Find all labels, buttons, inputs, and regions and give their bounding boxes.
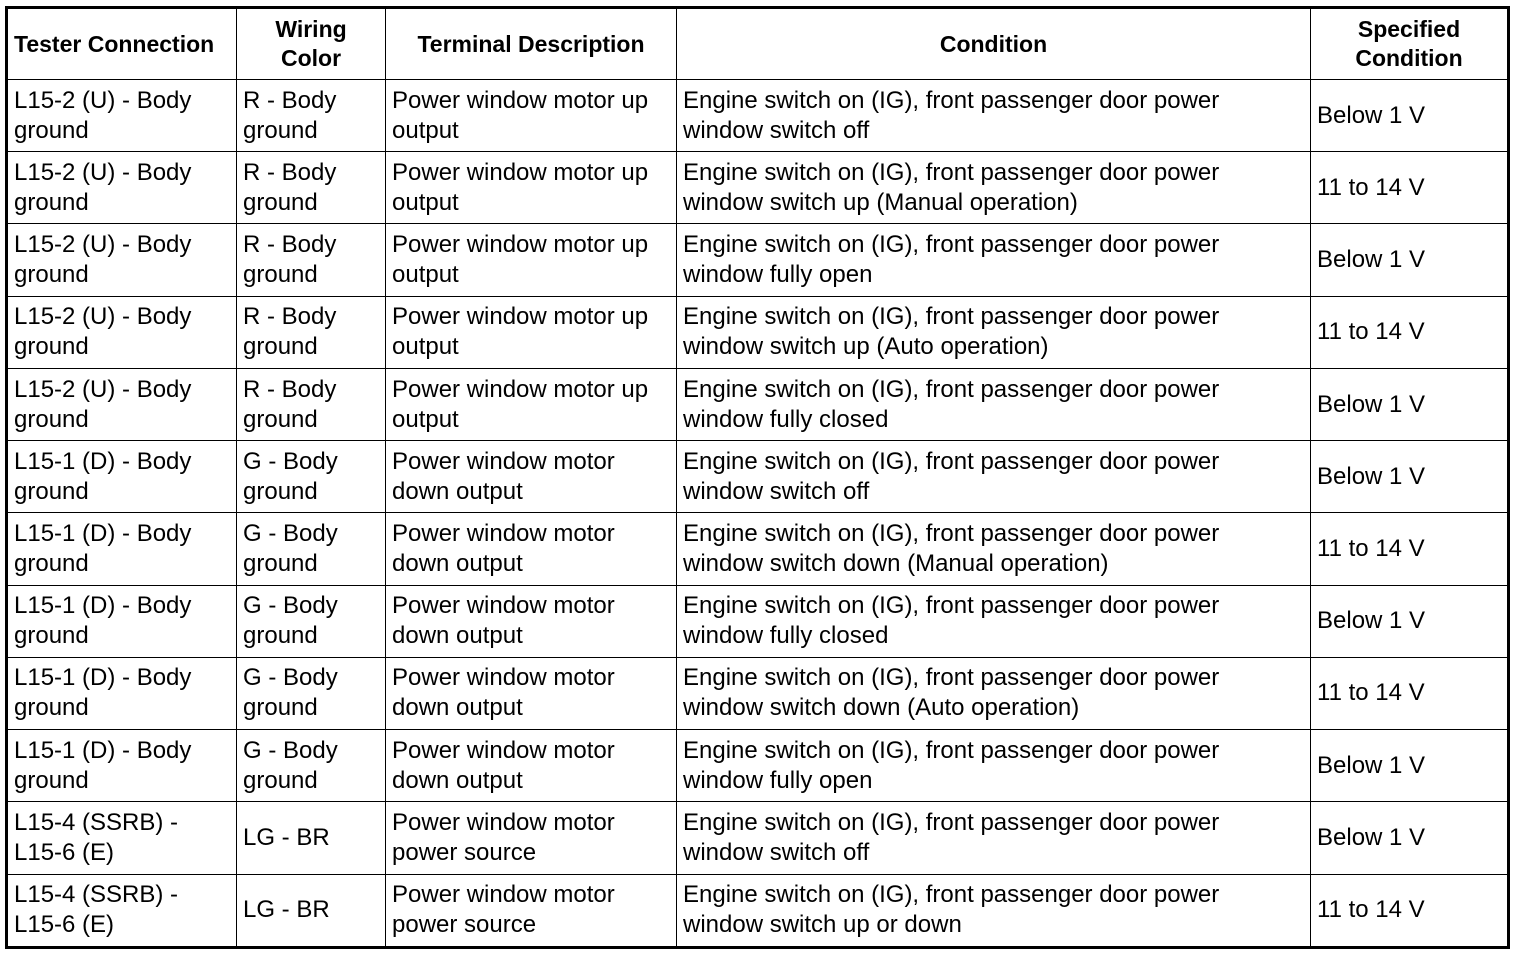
cell-wiring-color: R - Body ground [237, 152, 386, 224]
cell-tester-connection: L15-2 (U) - Body ground [7, 368, 237, 440]
cell-specified-condition: Below 1 V [1311, 368, 1509, 440]
cell-wiring-color: G - Body ground [237, 441, 386, 513]
cell-condition: Engine switch on (IG), front passenger door power window fully open [677, 730, 1311, 802]
table-row [7, 730, 1509, 802]
table-row [7, 441, 1509, 513]
cell-condition: Engine switch on (IG), front passenger door power window fully open [677, 224, 1311, 296]
cell-wiring-color: LG - BR [237, 802, 386, 874]
table-row [7, 585, 1509, 657]
table-row [7, 152, 1509, 224]
table-row [7, 802, 1509, 874]
table-row [7, 368, 1509, 440]
cell-specified-condition: 11 to 14 V [1311, 874, 1509, 947]
cell-tester-connection: L15-1 (D) - Body ground [7, 657, 237, 729]
table-row [7, 80, 1509, 152]
cell-specified-condition: Below 1 V [1311, 730, 1509, 802]
cell-wiring-color: R - Body ground [237, 296, 386, 368]
cell-condition: Engine switch on (IG), front passenger door power window fully closed [677, 368, 1311, 440]
cell-terminal-description: Power window motor power source [386, 802, 677, 874]
cell-tester-connection: L15-4 (SSRB) - L15-6 (E) [7, 874, 237, 947]
cell-terminal-description: Power window motor down output [386, 585, 677, 657]
cell-specified-condition: 11 to 14 V [1311, 657, 1509, 729]
cell-specified-condition: 11 to 14 V [1311, 152, 1509, 224]
cell-terminal-description: Power window motor up output [386, 368, 677, 440]
cell-wiring-color: R - Body ground [237, 224, 386, 296]
cell-specified-condition: Below 1 V [1311, 585, 1509, 657]
cell-wiring-color: G - Body ground [237, 585, 386, 657]
cell-wiring-color: R - Body ground [237, 368, 386, 440]
cell-tester-connection: L15-2 (U) - Body ground [7, 224, 237, 296]
cell-specified-condition: Below 1 V [1311, 224, 1509, 296]
cell-condition: Engine switch on (IG), front passenger door power window switch up (Auto operation) [677, 296, 1311, 368]
cell-specified-condition: Below 1 V [1311, 441, 1509, 513]
cell-condition: Engine switch on (IG), front passenger door power window switch up or down [677, 874, 1311, 947]
cell-condition: Engine switch on (IG), front passenger door power window switch down (Auto operation) [677, 657, 1311, 729]
cell-condition: Engine switch on (IG), front passenger door power window fully closed [677, 585, 1311, 657]
cell-tester-connection: L15-2 (U) - Body ground [7, 80, 237, 152]
cell-specified-condition: Below 1 V [1311, 802, 1509, 874]
table-row [7, 224, 1509, 296]
cell-wiring-color: R - Body ground [237, 80, 386, 152]
cell-terminal-description: Power window motor down output [386, 657, 677, 729]
cell-terminal-description: Power window motor down output [386, 513, 677, 585]
header-specified-condition: Specified Condition [1311, 8, 1509, 80]
cell-wiring-color: G - Body ground [237, 730, 386, 802]
cell-specified-condition: Below 1 V [1311, 80, 1509, 152]
cell-wiring-color: LG - BR [237, 874, 386, 947]
cell-condition: Engine switch on (IG), front passenger door power window switch off [677, 441, 1311, 513]
cell-terminal-description: Power window motor up output [386, 224, 677, 296]
cell-terminal-description: Power window motor down output [386, 441, 677, 513]
header-row [7, 8, 1509, 80]
cell-condition: Engine switch on (IG), front passenger door power window switch off [677, 80, 1311, 152]
cell-condition: Engine switch on (IG), front passenger door power window switch up (Manual operation) [677, 152, 1311, 224]
cell-specified-condition: 11 to 14 V [1311, 513, 1509, 585]
cell-terminal-description: Power window motor up output [386, 80, 677, 152]
cell-tester-connection: L15-2 (U) - Body ground [7, 296, 237, 368]
cell-wiring-color: G - Body ground [237, 657, 386, 729]
cell-terminal-description: Power window motor down output [386, 730, 677, 802]
header-terminal-description: Terminal Description [386, 8, 677, 80]
cell-terminal-description: Power window motor power source [386, 874, 677, 947]
cell-tester-connection: L15-1 (D) - Body ground [7, 441, 237, 513]
header-condition: Condition [677, 8, 1311, 80]
table-row [7, 657, 1509, 729]
cell-tester-connection: L15-1 (D) - Body ground [7, 730, 237, 802]
table-row [7, 513, 1509, 585]
cell-specified-condition: 11 to 14 V [1311, 296, 1509, 368]
cell-wiring-color: G - Body ground [237, 513, 386, 585]
table-body [7, 80, 1509, 948]
cell-condition: Engine switch on (IG), front passenger door power window switch off [677, 802, 1311, 874]
cell-tester-connection: L15-1 (D) - Body ground [7, 513, 237, 585]
cell-tester-connection: L15-2 (U) - Body ground [7, 152, 237, 224]
table-row [7, 874, 1509, 947]
cell-condition: Engine switch on (IG), front passenger door power window switch down (Manual operation) [677, 513, 1311, 585]
cell-tester-connection: L15-4 (SSRB) - L15-6 (E) [7, 802, 237, 874]
spec-sheet [5, 6, 1507, 949]
cell-terminal-description: Power window motor up output [386, 152, 677, 224]
table-row [7, 296, 1509, 368]
cell-terminal-description: Power window motor up output [386, 296, 677, 368]
terminal-spec-table [5, 6, 1510, 949]
header-wiring-color: Wiring Color [237, 8, 386, 80]
cell-tester-connection: L15-1 (D) - Body ground [7, 585, 237, 657]
header-tester-connection: Tester Connection [7, 8, 237, 80]
